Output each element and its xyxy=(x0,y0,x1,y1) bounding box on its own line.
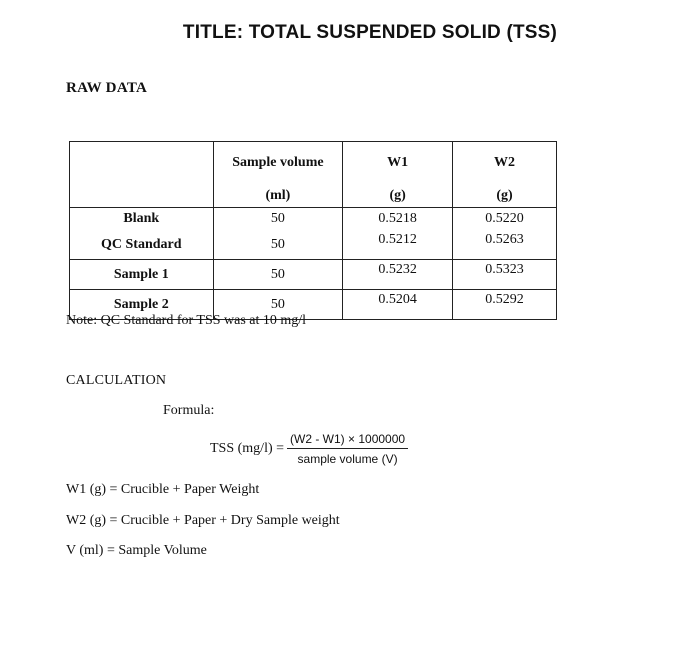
header-empty-cell xyxy=(70,142,214,185)
header-w1: W1 xyxy=(343,142,453,185)
raw-data-heading: RAW DATA xyxy=(66,80,148,96)
row-label: Sample 1 xyxy=(70,260,214,290)
definition-v: V (ml) = Sample Volume xyxy=(66,543,207,558)
row-volume: 50 xyxy=(213,290,343,320)
formula-label: Formula: xyxy=(163,403,215,418)
tss-formula xyxy=(210,432,408,466)
row-label: Sample 2 xyxy=(70,290,214,320)
table-unit-row xyxy=(70,184,557,208)
row-w2: 0.5323 xyxy=(453,260,557,290)
unit-sample-volume: (ml) xyxy=(213,184,343,208)
calculation-heading: CALCULATION xyxy=(66,373,167,388)
definition-w1: W1 (g) = Crucible + Paper Weight xyxy=(66,482,260,497)
unit-empty-cell xyxy=(70,184,214,208)
formula-denominator: sample volume (V) xyxy=(297,452,398,466)
row-label: Blank xyxy=(70,208,214,231)
formula-fraction xyxy=(287,432,408,466)
document-title: TITLE: TOTAL SUSPENDED SOLID (TSS) xyxy=(182,22,558,43)
header-w2: W2 xyxy=(453,142,557,185)
row-w2: 0.5292 xyxy=(453,290,557,320)
row-w2: 0.5263 xyxy=(453,230,557,260)
row-volume: 50 xyxy=(213,208,343,231)
row-w1: 0.5232 xyxy=(343,260,453,290)
unit-w1: (g) xyxy=(343,184,453,208)
formula-numerator: (W2 - W1) × 1000000 xyxy=(287,432,408,449)
table-row xyxy=(70,208,557,231)
table-row xyxy=(70,230,557,260)
row-w1: 0.5204 xyxy=(343,290,453,320)
row-w1: 0.5218 xyxy=(343,208,453,231)
row-label: QC Standard xyxy=(70,230,214,260)
row-volume: 50 xyxy=(213,260,343,290)
unit-w2: (g) xyxy=(453,184,557,208)
raw-data-table xyxy=(69,141,557,320)
row-w1: 0.5212 xyxy=(343,230,453,260)
row-w2: 0.5220 xyxy=(453,208,557,231)
table-header-row xyxy=(70,142,557,185)
header-sample-volume: Sample volume xyxy=(213,142,343,185)
definition-w2: W2 (g) = Crucible + Paper + Dry Sample weight xyxy=(66,513,340,528)
table-note: Note: QC Standard for TSS was at 10 mg/l xyxy=(66,313,307,328)
table-row xyxy=(70,260,557,290)
formula-lhs: TSS (mg/l) = xyxy=(210,441,285,456)
row-volume: 50 xyxy=(213,230,343,260)
